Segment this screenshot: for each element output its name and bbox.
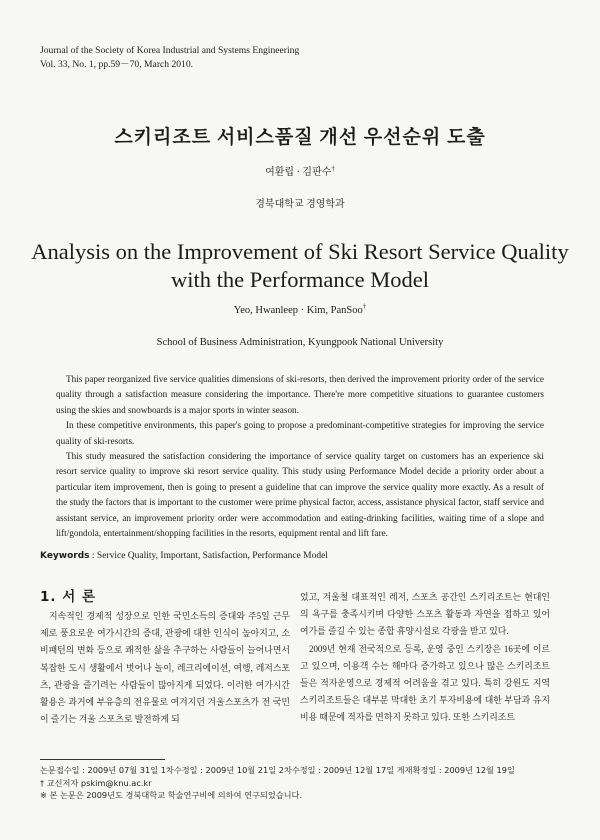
abstract-paragraph-1: This paper reorganized five service qualities dimensions of ski-resorts, then derived the improvement priority order of the service quality through a satisfaction measure considering the importance. There're more competitive situations to guarantee customers using the skies and snowboards is a major sports in winter season. bbox=[56, 374, 544, 415]
body-column-left bbox=[40, 608, 290, 728]
korean-affiliation: 경북대학교 경영학과 bbox=[255, 199, 345, 210]
funding-note: ※ 본 논문은 2009년도 경북대학교 학술연구비에 의하여 연구되었습니다. bbox=[40, 790, 303, 800]
journal-header bbox=[40, 44, 299, 72]
submission-dates: 논문접수일 : 2009년 07월 31일 1차수정일 : 2009년 10월 21일 2차수정일 : 2009년 12월 17일 게재확정일 : 2009년 12월 19일 bbox=[40, 765, 515, 775]
corresponding-author: † 교신저자 pskim@knu.ac.kr bbox=[40, 777, 152, 788]
english-authors bbox=[0, 302, 600, 316]
english-title-line1: Analysis on the Improvement of Ski Resort Service Quality bbox=[31, 239, 569, 264]
keywords bbox=[40, 551, 328, 561]
english-author-names: Yeo, Hwanleep · Kim, PanSoo bbox=[233, 305, 363, 316]
korean-author-names: 여환립 · 김판수 bbox=[265, 167, 332, 178]
journal-volume: Vol. 33, No. 1, pp.59－70, March 2010. bbox=[40, 59, 194, 70]
english-title-line2: with the Performance Model bbox=[170, 267, 430, 292]
abstract-paragraph-3: This study measured the satisfaction considering the importance of service quality target on customers has an experience ski resort service quality to improve ski resort service quality. This study using Performance Model decide a priority order about a particular item improvement, then is going to present a guideline that can improve the service quality more exactly. As a result of the study the factors that is important to the customer were prime physical factor, access, assistance physical factor, staff service and assistant service, an improvement priority order were accommodation and eating-drinking facilities, waiting time of a slope and lift/gondola, entertainment/shopping facilities in the resorts, equipment rental and lift fare. bbox=[56, 451, 544, 539]
english-title bbox=[0, 238, 600, 294]
footnote-divider bbox=[40, 759, 165, 760]
korean-title: 스키리조트 서비스품질 개선 우선순위 도출 bbox=[114, 127, 486, 148]
body-column-right bbox=[300, 589, 550, 727]
intro-paragraph-1: 지속적인 경제적 성장으로 인한 국민소득의 증대와 주5일 근무제로 풍요로운 여가시간의 증대, 관광에 대한 인식이 높아지고, 소비패턴의 변화 등으로 쾌적한 삶을 추구하는 사람들이 늘어나면서 복잡한 도시 생활에서 벗어나 놀이, 레크리에이션, 여행, 레저스포츠, 관광을 즐기려는 사람들이 많아지게 되었다. 이러한 여가시간 활용은 과거에 부유층의 전유물로 여겨지던 겨울스포츠가 전 국민이 즐기는 겨울 스포츠로 발전하게 되 bbox=[40, 611, 290, 725]
english-affiliation: School of Business Administration, Kyungpook National University bbox=[156, 337, 444, 348]
korean-authors bbox=[0, 163, 600, 178]
intro-paragraph-1-continued: 었고, 겨울철 대표적인 레저, 스포츠 공간인 스키리조트는 현대인의 욕구를 충족시키며 다양한 스포츠 활동과 자연을 접하고 있어 여가를 즐길 수 있는 종합 휴양시설로 각광을 받고 있다. bbox=[300, 592, 550, 637]
abstract bbox=[56, 372, 544, 541]
intro-paragraph-2: 2009년 현재 전국적으로 등록, 운영 중인 스키장은 16곳에 이르고 있으며, 이용객 수는 해마다 증가하고 있으나 많은 스키리조트 들은 적자운영으로 경제적 어려움을 겪고 있다. 특히 강원도 지역 스키리조트들은 대부분 막대한 초기 투자비용에 대한 부담과 유지비용 때문에 적자를 면하지 못하고 있다. 또한 스키리조트 bbox=[300, 643, 550, 723]
journal-name: Journal of the Society of Korea Industrial and Systems Engineering bbox=[40, 45, 300, 56]
corresponding-mark: † bbox=[331, 164, 335, 173]
keywords-label: Keywords bbox=[40, 551, 90, 561]
keywords-text: : Service Quality, Important, Satisfaction, Performance Model bbox=[91, 551, 328, 561]
english-corresponding-mark: † bbox=[362, 302, 367, 311]
section-heading-introduction: 1. 서 론 bbox=[40, 589, 97, 605]
footnotes bbox=[40, 764, 515, 802]
abstract-paragraph-2: In these competitive environments, this paper's going to propose a predominant-competitive strategies for improving the service quality of ski-resorts. bbox=[56, 420, 544, 446]
